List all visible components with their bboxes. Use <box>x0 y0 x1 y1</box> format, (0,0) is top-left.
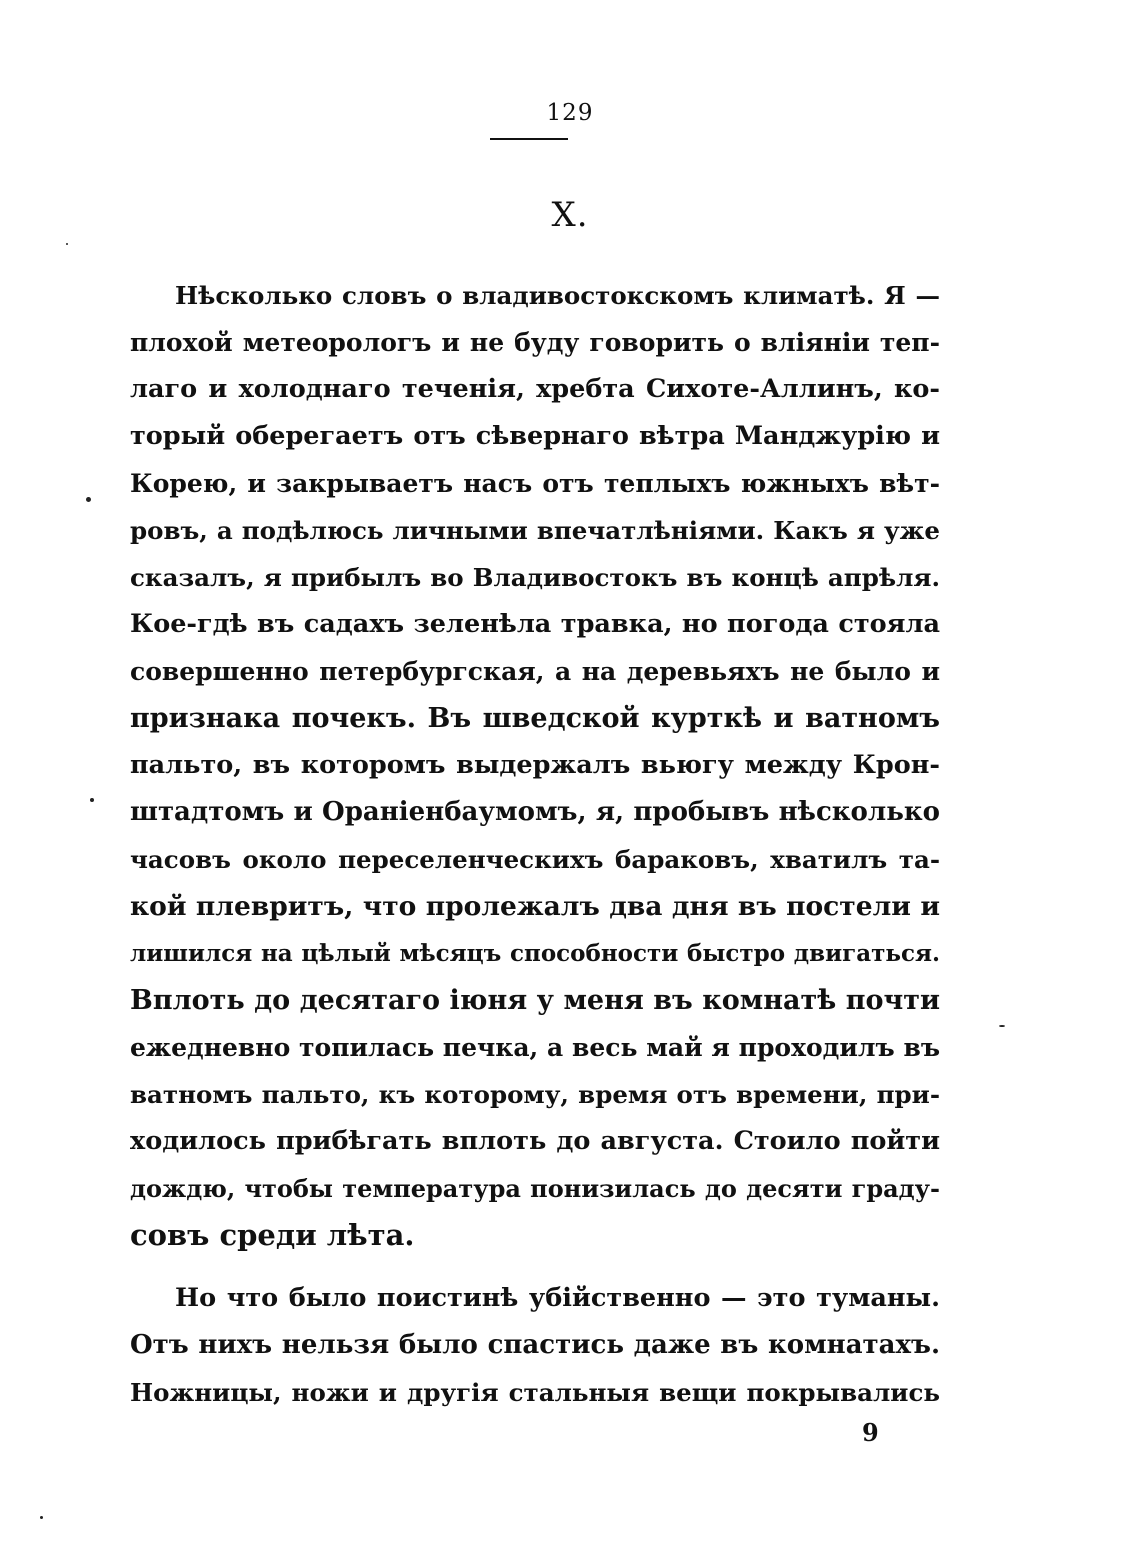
text-line: Но что было поистинѣ убійственно — это туманы. <box>175 1283 940 1313</box>
text-line: совершенно петербургская, а на деревьяхъ не было и <box>130 657 940 686</box>
text-line: плохой метеорологъ и не буду говорить о вліяніи теп- <box>130 328 940 357</box>
text-line: ватномъ пальто, къ которому, время отъ времени, при- <box>130 1080 940 1109</box>
text-line: Корею, и закрываетъ насъ отъ теплыхъ южныхъ вѣт- <box>130 469 940 498</box>
text-line: сказалъ, я прибылъ во Владивостокъ въ концѣ апрѣля. <box>130 563 940 592</box>
text-line: торый оберегаетъ отъ сѣвернаго вѣтра Манджурію и <box>130 421 940 451</box>
scan-speck <box>66 243 68 245</box>
text-line: пальто, въ которомъ выдержалъ вьюгу между Крон- <box>130 750 940 780</box>
text-line: кой плевритъ, что пролежалъ два дня въ постели и <box>130 891 940 922</box>
body-text <box>130 272 940 1416</box>
text-line: лаго и холоднаго теченія, хребта Сихоте-Аллинъ, ко- <box>130 374 940 404</box>
text-line: Нѣсколько словъ о владивостокскомъ климатѣ. Я — <box>175 281 940 310</box>
text-line: ровъ, а подѣлюсь личными впечатлѣніями. Какъ я уже <box>130 516 940 545</box>
text-line: признака почекъ. Въ шведской курткѣ и ватномъ <box>130 703 940 734</box>
text-line: ходилось прибѣгать вплоть до августа. Стоило пойти <box>130 1126 940 1156</box>
chapter-heading: X. <box>551 195 589 235</box>
text-line: лишился на цѣлый мѣсяцъ способности быстро двигаться. <box>130 940 940 967</box>
text-line: ежедневно топилась печка, а весь май я проходилъ въ <box>130 1033 940 1062</box>
page-number: 129 <box>546 100 594 126</box>
paragraph-gap <box>130 1259 940 1275</box>
text-line: дождю, чтобы температура понизилась до десяти граду- <box>130 1174 940 1203</box>
text-line: Отъ нихъ нельзя было спастись даже въ комнатахъ. <box>130 1330 940 1360</box>
signature-mark: 9 <box>862 1418 879 1447</box>
scan-speck <box>90 798 94 802</box>
text-line: штадтомъ и Ораніенбаумомъ, я, пробывъ нѣсколько <box>130 797 940 827</box>
text-line: Кое-гдѣ въ садахъ зеленѣла травка, но погода стояла <box>130 609 940 639</box>
scan-speck <box>86 497 91 502</box>
text-line: Ножницы, ножи и другія стальныя вещи покрывались <box>130 1378 940 1407</box>
scan-speck <box>999 1025 1005 1027</box>
scan-speck <box>40 1516 43 1519</box>
text-line: совъ среди лѣта. <box>130 1218 415 1252</box>
text-line: часовъ около переселенческихъ бараковъ, хватилъ та- <box>130 845 940 874</box>
text-line: Вплоть до десятаго іюня у меня въ комнатѣ почти <box>130 985 940 1016</box>
page-number-rule <box>490 138 568 140</box>
